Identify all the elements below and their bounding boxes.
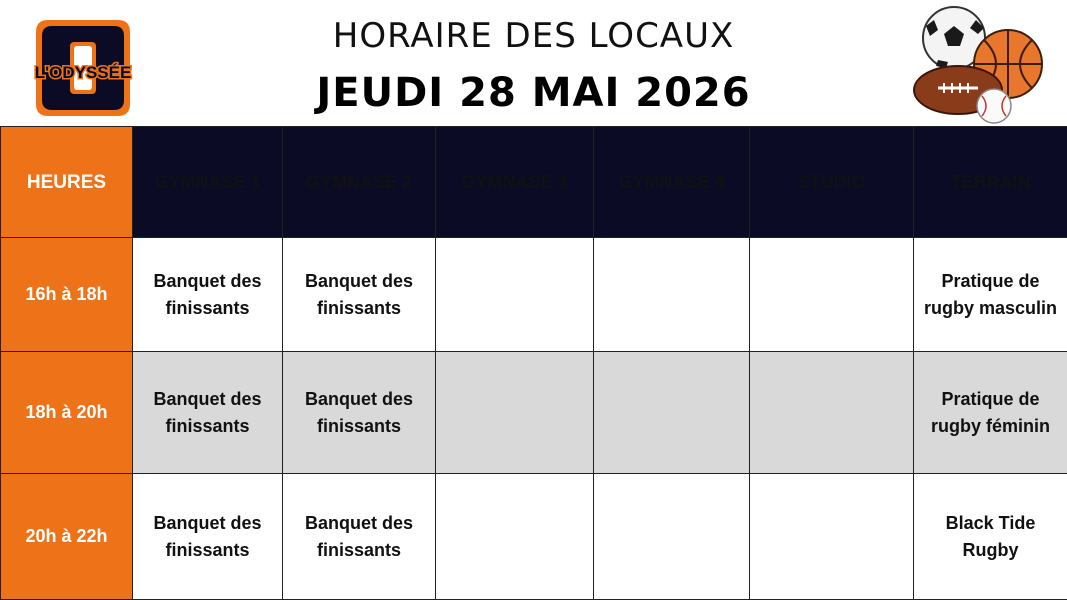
schedule-table [0,126,1067,600]
table-cell: Banquet des finissants [283,352,436,474]
column-header-gymnase-4: GYMNASE 4 [594,127,750,238]
column-header-gymnase-3: GYMNASE 3 [436,127,594,238]
table-row [1,352,1067,474]
logo-text: L'ODYSSÉE [34,63,132,82]
sports-balls-icon [908,4,1058,126]
column-header-terrain: TERRAIN [914,127,1067,238]
table-cell [750,238,914,352]
table-cell: Banquet des finissants [133,352,283,474]
table-cell [436,238,594,352]
table-cell [436,352,594,474]
table-cell: Black Tide Rugby [914,474,1067,600]
time-slot-cell: 18h à 20h [1,352,133,474]
table-cell: Pratique de rugby masculin [914,238,1067,352]
header-row [1,127,1067,238]
table-cell [436,474,594,600]
column-header-gymnase-2: GYMNASE 2 [283,127,436,238]
column-header-gymnase-1: GYMNASE 1 [133,127,283,238]
table-cell: Banquet des finissants [133,474,283,600]
table-cell: Banquet des finissants [283,474,436,600]
table-cell [594,238,750,352]
table-cell: Pratique de rugby féminin [914,352,1067,474]
table-row [1,238,1067,352]
table-cell: Banquet des finissants [283,238,436,352]
column-header-studio: STUDIO [750,127,914,238]
time-slot-cell: 20h à 22h [1,474,133,600]
table-row [1,474,1067,600]
page-title: HORAIRE DES LOCAUX [332,16,735,56]
table-cell [594,352,750,474]
table-cell [594,474,750,600]
schedule-date: JEUDI 28 MAI 2026 [316,70,751,116]
column-header-hours: HEURES [1,127,133,238]
table-cell [750,352,914,474]
table-cell: Banquet des finissants [133,238,283,352]
table-cell [750,474,914,600]
time-slot-cell: 16h à 18h [1,238,133,352]
